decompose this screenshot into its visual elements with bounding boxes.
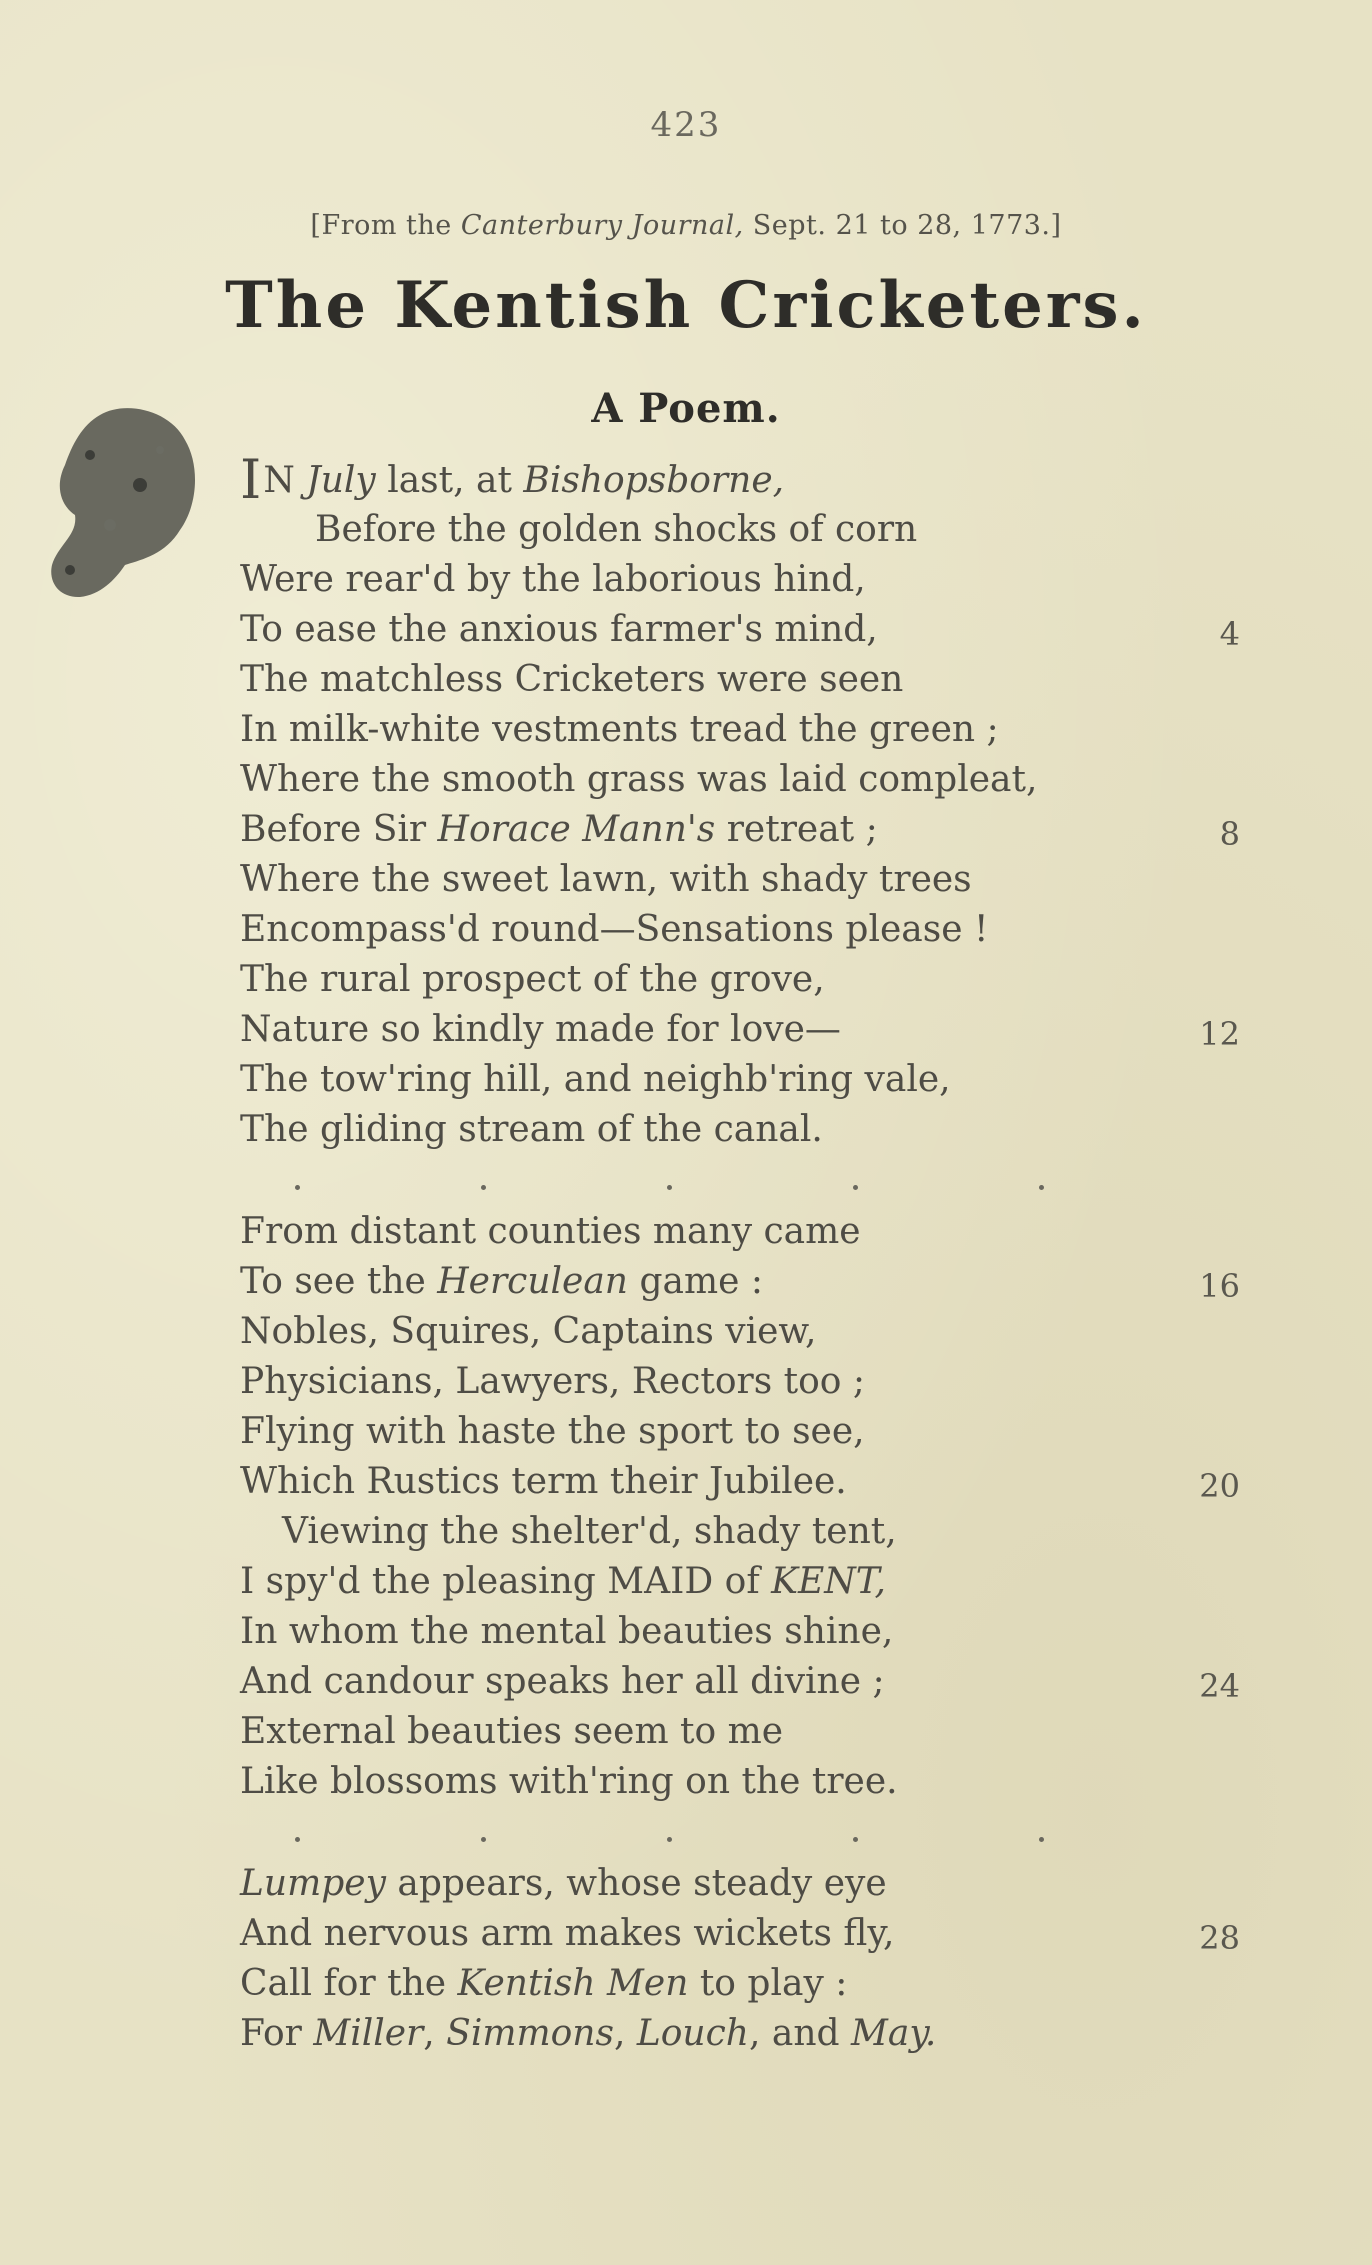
italic-text: Bishopsborne, <box>523 460 785 501</box>
line-text: Before the golden shocks of corn <box>315 509 918 550</box>
line-text: And candour speaks her all divine ; <box>240 1661 885 1702</box>
poem-line <box>240 1660 885 1704</box>
italic-text: May. <box>851 2013 937 2054</box>
line-text: Viewing the shelter'd, shady tent, <box>282 1511 897 1552</box>
poem-line <box>240 1310 816 1354</box>
poem-title: The Kentish Cricketers. <box>225 268 1147 343</box>
poem-line <box>240 1862 887 1906</box>
poem-line <box>240 1058 951 1102</box>
line-text: Where the sweet lawn, with shady trees <box>240 859 972 900</box>
line-text: The matchless Cricketers were seen <box>240 659 904 700</box>
separator-dot <box>481 1185 486 1190</box>
line-text: Like blossoms with'ring on the tree. <box>240 1761 898 1802</box>
line-text: Encompass'd round—Sensations please ! <box>240 909 989 950</box>
poem-line <box>240 1962 847 2006</box>
poem-line <box>240 1008 841 1052</box>
poem-line <box>282 1510 897 1554</box>
separator-dot <box>295 1837 300 1842</box>
poem-line <box>240 1410 865 1454</box>
poem-line <box>240 1210 861 1254</box>
italic-text: Simmons <box>446 2013 614 2054</box>
poem-line <box>240 558 866 602</box>
drop-capital: I <box>240 448 262 511</box>
italic-text: KENT, <box>771 1561 886 1602</box>
line-text: last, at <box>375 460 524 501</box>
ink-stain-mark <box>30 395 210 605</box>
line-text: In whom the mental beauties shine, <box>240 1611 894 1652</box>
poem-line <box>240 448 785 511</box>
line-text: Where the smooth grass was laid compleat, <box>240 759 1038 800</box>
line-text: And nervous arm makes wickets fly, <box>240 1913 895 1954</box>
line-text: Call for the <box>240 1963 458 2004</box>
poem-line <box>240 608 878 652</box>
line-text: Before Sir <box>240 809 438 850</box>
poem-line <box>240 1260 763 1304</box>
poem-line <box>240 1710 783 1754</box>
line-text: To see the <box>240 1261 438 1302</box>
italic-text: Louch <box>636 2013 749 2054</box>
poem-line <box>240 658 903 702</box>
poem-line <box>240 808 878 852</box>
poem-line <box>240 1560 886 1604</box>
poem-line <box>240 758 1037 802</box>
source-journal: Canterbury Journal, <box>460 210 744 241</box>
line-number: 4 <box>1219 615 1240 653</box>
line-text: Nature so kindly made for love— <box>240 1009 841 1050</box>
poem-line <box>240 708 999 752</box>
poem-line <box>240 958 825 1002</box>
line-text: N <box>263 460 307 501</box>
line-text: retreat ; <box>715 809 878 850</box>
separator-dot <box>481 1837 486 1842</box>
poem-line <box>315 508 917 552</box>
line-text: For <box>240 2013 314 2054</box>
line-text: The tow'ring hill, and neighb'ring vale, <box>240 1059 951 1100</box>
line-text: From distant counties many came <box>240 1211 861 1252</box>
line-text: Flying with haste the sport to see, <box>240 1411 865 1452</box>
poem-line <box>240 1610 893 1654</box>
line-text: , and <box>748 2013 851 2054</box>
italic-text: July <box>306 460 376 501</box>
line-number: 20 <box>1199 1467 1240 1505</box>
italic-text: Lumpey <box>240 1863 386 1904</box>
line-text: Were rear'd by the laborious hind, <box>240 559 866 600</box>
separator-dot <box>667 1837 672 1842</box>
line-text: In milk-white vestments tread the green ; <box>240 709 999 750</box>
line-text: to play : <box>688 1963 848 2004</box>
line-text: game : <box>628 1261 763 1302</box>
line-text: appears, whose steady eye <box>385 1863 887 1904</box>
line-number: 28 <box>1199 1919 1240 1957</box>
line-text: , <box>423 2013 447 2054</box>
line-text: Which Rustics term their Jubilee. <box>240 1461 847 1502</box>
ellipsis-separator <box>295 1837 1055 1857</box>
line-text: The rural prospect of the grove, <box>240 959 825 1000</box>
poem-line <box>240 858 972 902</box>
page-number: 423 <box>650 105 722 145</box>
line-text: I spy'd the pleasing MAID of <box>240 1561 772 1602</box>
italic-text: Horace Mann's <box>437 809 716 850</box>
line-text: The gliding stream of the canal. <box>240 1109 823 1150</box>
separator-dot <box>295 1185 300 1190</box>
line-text: External beauties seem to me <box>240 1711 784 1752</box>
poem-line <box>240 1108 823 1152</box>
poem-subtitle: A Poem. <box>591 385 781 432</box>
line-text: Nobles, Squires, Captains view, <box>240 1311 817 1352</box>
ellipsis-separator <box>295 1185 1055 1205</box>
poem-line <box>240 1760 898 1804</box>
italic-text: Herculean <box>437 1261 628 1302</box>
source-prefix: [From the <box>310 210 461 241</box>
line-number: 24 <box>1199 1667 1240 1705</box>
line-text: To ease the anxious farmer's mind, <box>240 609 878 650</box>
separator-dot <box>667 1185 672 1190</box>
poem-line <box>240 1460 847 1504</box>
source-suffix: Sept. 21 to 28, 1773.] <box>743 210 1062 241</box>
line-number: 16 <box>1199 1267 1240 1305</box>
poem-line <box>240 1912 894 1956</box>
poem-line <box>240 2012 936 2056</box>
separator-dot <box>853 1185 858 1190</box>
line-text: Physicians, Lawyers, Rectors too ; <box>240 1361 866 1402</box>
line-text: , <box>613 2013 637 2054</box>
line-number: 12 <box>1199 1015 1240 1053</box>
line-number: 8 <box>1219 815 1240 853</box>
separator-dot <box>853 1837 858 1842</box>
italic-text: Miller <box>313 2013 424 2054</box>
italic-text: Kentish Men <box>457 1963 689 2004</box>
separator-dot <box>1039 1837 1044 1842</box>
poem-line <box>240 1360 865 1404</box>
separator-dot <box>1039 1185 1044 1190</box>
poem-line <box>240 908 988 952</box>
source-citation <box>0 210 1372 241</box>
